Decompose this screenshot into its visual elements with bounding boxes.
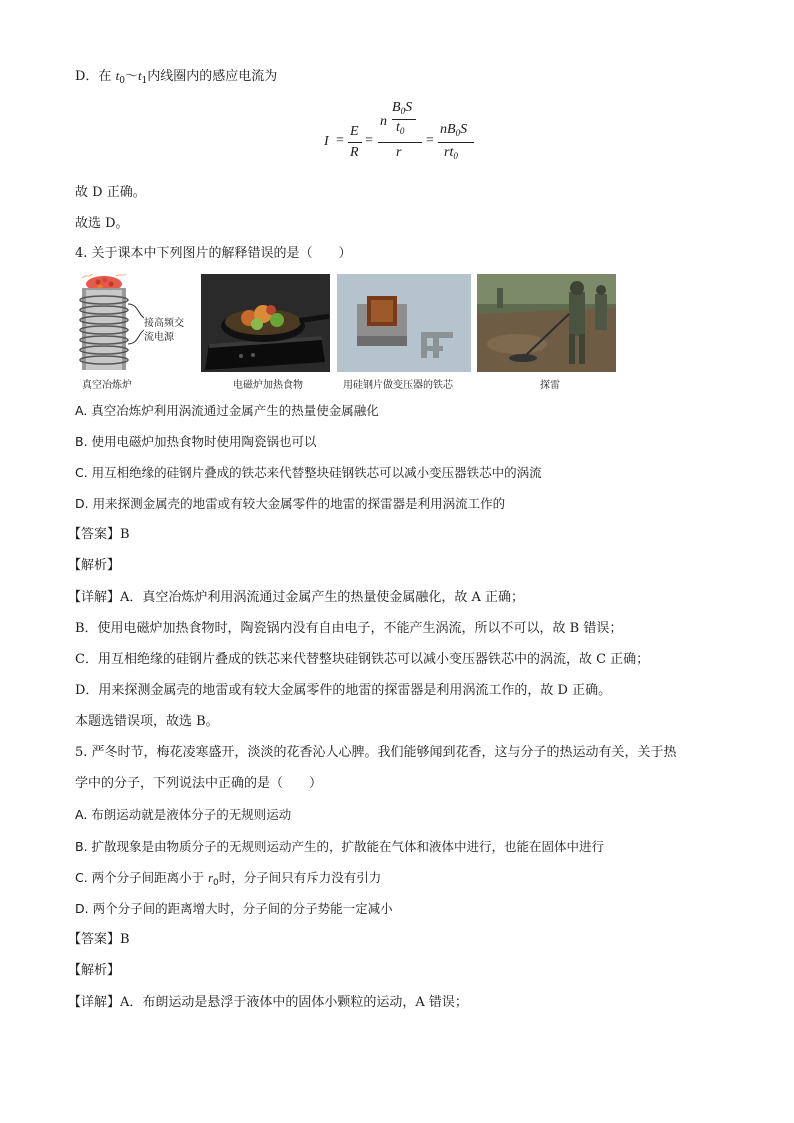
q4-answer: 【答案】B (68, 527, 130, 542)
cooker-drawing (201, 274, 330, 372)
caption-vacuum-furnace: 真空冶炼炉 (82, 380, 132, 391)
q5-stem-line2: 学中的分子，下列说法中正确的是（ ） (75, 776, 323, 791)
q5-option-d: D. 两个分子间的距离增大时，分子间的分子势能一定减小 (75, 901, 393, 916)
mine-detection-photo (477, 274, 616, 372)
q3-option-d-line: D．在 $t_0\sim t_1$内线圈内的感应电流为 (75, 68, 278, 86)
q5-stem-line1: 5. 严冬时节，梅花凌寒盛开，淡淡的花香沁人心脾。我们能够闻到花香，这与分子的热运动有关，关于热 (75, 745, 677, 760)
q4-option-d: D. 用来探测金属壳的地雷或有较大金属零件的地雷的探雷器是利用涡流工作的 (75, 496, 506, 511)
q4-option-a: A. 真空冶炼炉利用涡流通过金属产生的热量使金属融化 (75, 403, 379, 418)
q5-answer: 【答案】B (68, 932, 130, 947)
furnace-label-line1: 接高频交 (144, 318, 184, 329)
q5-option-a: A. 布朗运动就是液体分子的无规则运动 (75, 807, 292, 822)
furnace-label-line2: 流电源 (144, 332, 174, 343)
q5-option-b: B. 扩散现象是由物质分子的无规则运动产生的，扩散能在气体和液体中进行，也能在固体中进行 (75, 839, 605, 854)
q4-analysis-label: 【解析】 (68, 558, 121, 573)
transformer-core-photo (337, 274, 471, 372)
q3-choice: 故选 D。 (75, 216, 129, 231)
q4-detail-b: B．使用电磁炉加热食物时，陶瓷锅内没有自由电子，不能产生涡流，所以不可以，故 B 错误； (75, 621, 623, 636)
q4-summary: 本题选错误项，故选 B。 (75, 714, 219, 729)
q3-conclusion: 故 D 正确。 (75, 185, 146, 200)
q4-detail-d: D．用来探测金属壳的地雷或有较大金属零件的地雷的探雷器是利用涡流工作的，故 D 正确。 (75, 683, 612, 698)
q4-option-b: B. 使用电磁炉加热食物时使用陶瓷锅也可以 (75, 434, 317, 449)
current-formula: I = E R = n $B_0S$ $t_0$ r = $nB_0S$ $rt_0$ (322, 100, 482, 170)
mine-detector-drawing (477, 274, 616, 372)
q4-detail-a: 【详解】A．真空冶炼炉利用涡流通过金属产生的热量使金属融化，故 A 正确； (68, 590, 525, 605)
vacuum-furnace-figure (72, 274, 200, 372)
q4-stem: 4. 关于课本中下列图片的解释错误的是（ ） (75, 246, 352, 261)
caption-transformer-core: 用硅钢片做变压器的铁芯 (343, 380, 453, 391)
q4-detail-c: C．用互相绝缘的硅钢片叠成的铁芯来代替整块硅钢铁芯可以减小变压器铁芯中的涡流，故 C 正确； (75, 652, 650, 667)
q4-option-c: C. 用互相绝缘的硅钢片叠成的铁芯来代替整块硅钢铁芯可以减小变压器铁芯中的涡流 (75, 465, 542, 480)
caption-mine-detection: 探雷 (540, 380, 560, 391)
transformer-drawing (337, 274, 471, 372)
q5-detail-a: 【详解】A．布朗运动是悬浮于液体中的固体小颗粒的运动，A 错误； (68, 995, 468, 1010)
q5-option-c: C. 两个分子间距离小于 $r_0$时，分子间只有斥力没有引力 (75, 870, 382, 888)
caption-induction-cooker: 电磁炉加热食物 (233, 380, 303, 391)
induction-cooker-photo (201, 274, 330, 372)
q5-analysis-label: 【解析】 (68, 963, 121, 978)
